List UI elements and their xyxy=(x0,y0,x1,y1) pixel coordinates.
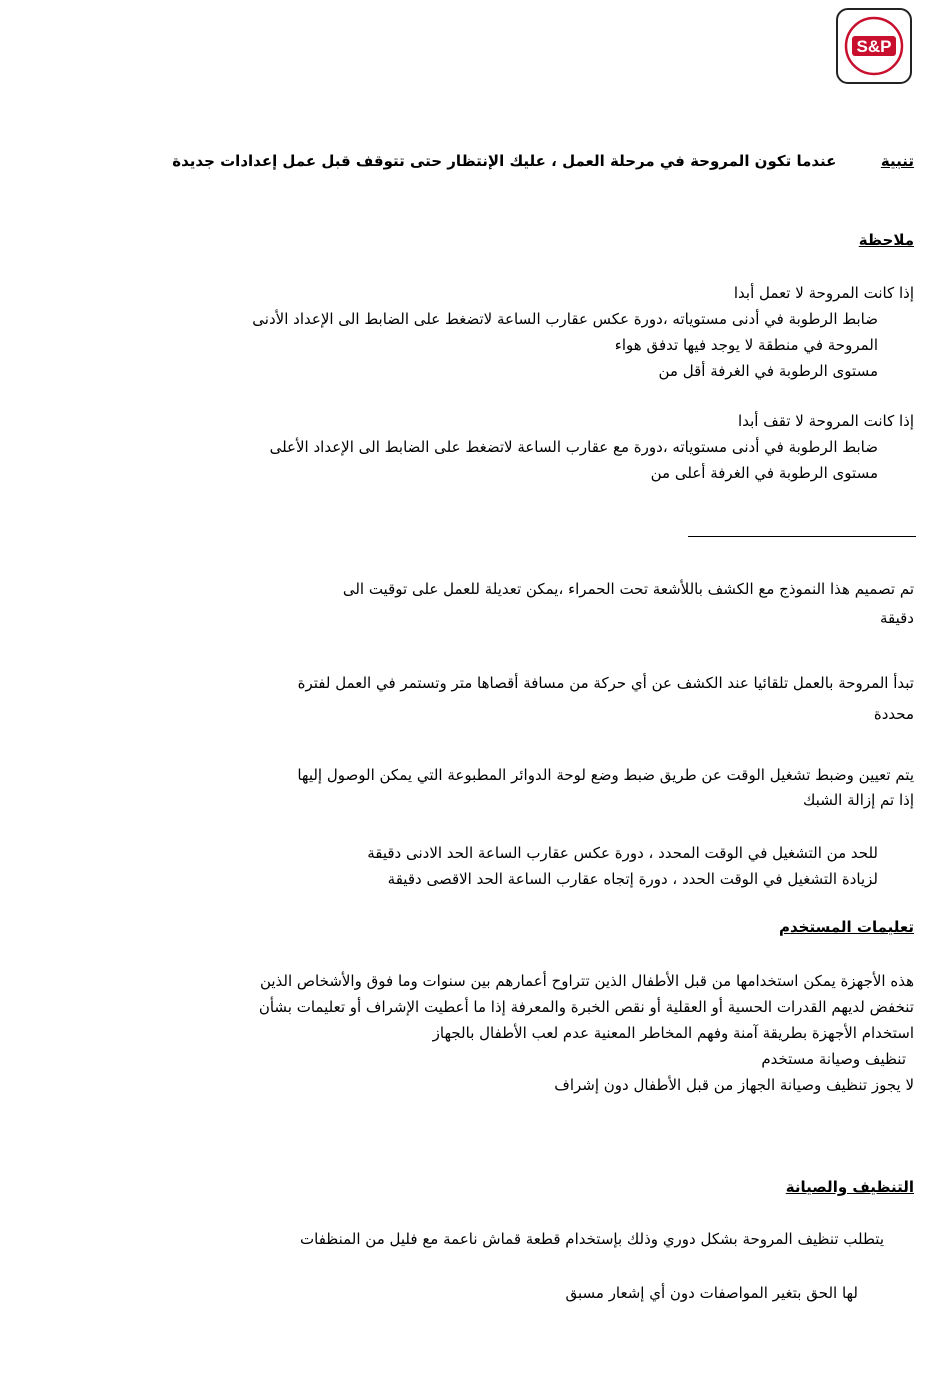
user-instructions-heading: تعليمات المستخدم xyxy=(778,918,914,936)
timer-para-2-line-2: محددة xyxy=(873,705,914,723)
fan-not-stopping-line-1: ضابط الرطوبة في أدنى مستوياته ،دورة مع عقارب الساعة لاتضغط على الضابط الى الإعداد الأعلى xyxy=(269,438,878,456)
cleaning-heading xyxy=(772,1178,914,1196)
fan-not-stopping-title: إذا كانت المروحة لا تقف أبدا xyxy=(738,412,914,430)
timer-para-2-line-1: تبدأ المروحة بالعمل تلقائيا عند الكشف عن أي حركة من مسافة أقصاها متر وتستمر في العمل لفترة xyxy=(297,674,914,692)
logo-text: S&P xyxy=(856,37,892,56)
note-heading xyxy=(843,231,914,249)
warning-line xyxy=(172,152,914,170)
user-instructions-line-4: تنظيف وصيانة مستخدم xyxy=(761,1050,906,1068)
fan-not-working-title: إذا كانت المروحة لا تعمل أبدا xyxy=(733,284,914,302)
timer-para-1-line-2: دقيقة xyxy=(879,609,914,627)
user-instructions-line-5: لا يجوز تنظيف وصيانة الجهاز من قبل الأطفال دون إشراف xyxy=(554,1076,914,1094)
note-heading-text: ملاحظة xyxy=(858,231,914,249)
timer-para-3-line-1: يتم تعيين وضبط تشغيل الوقت عن طريق ضبط وضع لوحة الدوائر المطبوعة التي يمكن الوصول إليها xyxy=(297,766,914,784)
timer-para-1-line-1: تم تصميم هذا النموذج مع الكشف باللأشعة تحت الحمراء ،يمكن تعديلة للعمل على توقيت الى xyxy=(342,580,914,598)
timer-para-3-line-2: إذا تم إزالة الشبك xyxy=(803,791,914,809)
user-instructions-line-2: تنخفض لديهم القدرات الحسية أو العقلية أو نقص الخبرة والمعرفة إذا ما أعطيت الإشراف أو تعليمات بشأن xyxy=(258,998,914,1016)
fan-not-working-line-1: ضابط الرطوبة في أدنى مستوياته ،دورة عكس عقارب الساعة لاتضغط على الضابط الى الإعداد الأدنى xyxy=(252,310,878,328)
cleaning-text: يتطلب تنظيف المروحة بشكل دوري وذلك بإستخدام قطعة قماش ناعمة مع فليل من المنظفات xyxy=(300,1230,884,1248)
specs-notice: لها الحق بتغير المواصفات دون أي إشعار مسبق xyxy=(565,1284,858,1302)
brand-logo xyxy=(836,8,912,84)
cleaning-heading-text: التنظيف والصيانة xyxy=(785,1178,914,1196)
timer-adjust-max: لزيادة التشغيل في الوقت الحدد ، دورة إتجاه عقارب الساعة الحد الاقصى دقيقة xyxy=(387,870,878,888)
logo-mark-icon xyxy=(838,10,910,82)
section-divider xyxy=(688,536,916,537)
user-instructions-line-1: هذه الأجهزة يمكن استخدامها من قبل الأطفال الذين تتراوح أعمارهم بين سنوات وما فوق والأشخاص الذين xyxy=(259,972,914,990)
fan-not-working-line-3: مستوى الرطوبة في الغرفة أقل من xyxy=(658,362,878,380)
warning-text: عندما تكون المروحة في مرحلة العمل ، عليك الإنتظار حتى تتوقف قبل عمل إعدادات جديدة xyxy=(172,152,837,170)
user-instructions-line-3: استخدام الأجهزة بطريقة آمنة وفهم المخاطر المعنية عدم لعب الأطفال بالجهاز xyxy=(432,1024,914,1042)
timer-adjust-min: للحد من التشغيل في الوقت المحدد ، دورة عكس عقارب الساعة الحد الادنى دقيقة xyxy=(367,844,878,862)
fan-not-working-line-2: المروحة في منطقة لا يوجد فيها تدفق هواء xyxy=(614,336,878,354)
fan-not-stopping-line-2: مستوى الرطوبة في الغرفة أعلى من xyxy=(650,464,878,482)
warning-label: تنبية xyxy=(880,152,914,170)
